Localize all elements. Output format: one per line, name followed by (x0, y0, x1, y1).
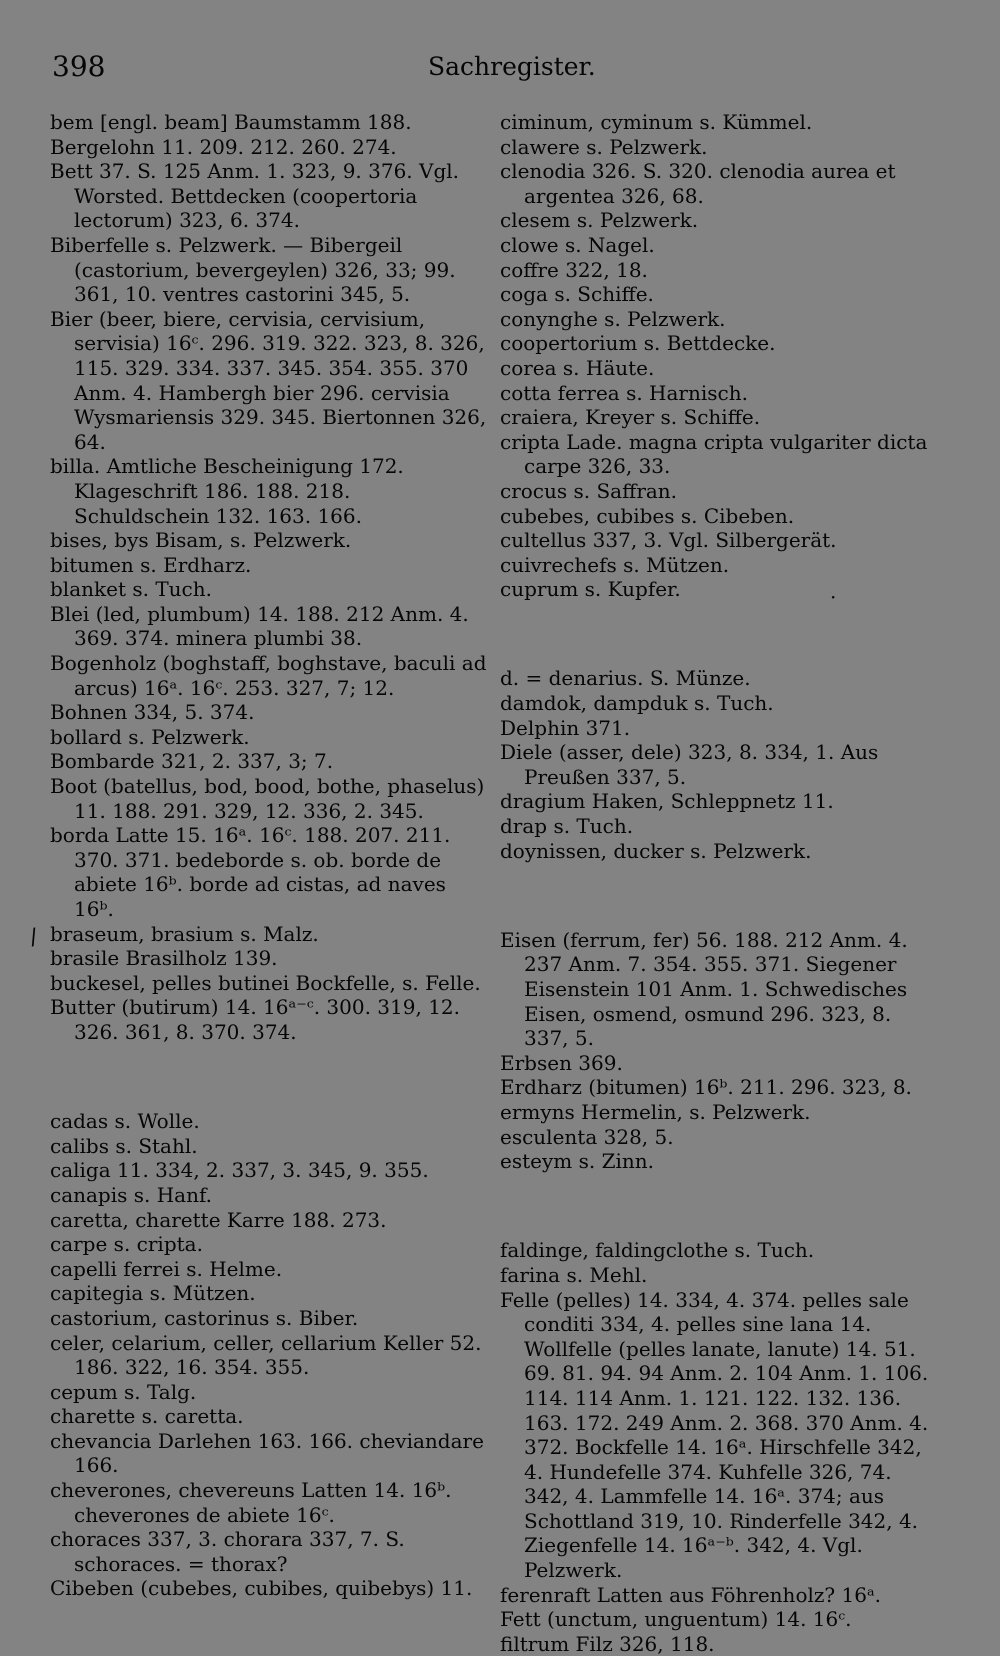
index-entry: Butter (butirum) 14. 16ᵃ⁻ᶜ. 300. 319, 12. 326. 361, 8. 370. 374. (50, 995, 467, 1044)
page-number: 398 (52, 50, 106, 83)
index-entry: coopertorium s. Bettdecke. (500, 331, 776, 356)
index-entry: esteym s. Zinn. (500, 1149, 654, 1174)
index-entry: charette s. caretta. (50, 1404, 244, 1429)
index-entry: Biberfelle s. Pelzwerk. — Bibergeil (castorium, bevergeylen) 326, 33; 99. 361, 10. ventres castorini 345, 5. (50, 232, 462, 307)
index-entry: damdok, dampduk s. Tuch. (500, 691, 774, 716)
index-entry: Erdharz (bitumen) 16ᵇ. 211. 296. 323, 8. (500, 1075, 912, 1100)
index-entry: clesem s. Pelzwerk. (500, 208, 699, 233)
index-entry: crocus s. Saffran. (500, 478, 678, 503)
index-entry: brasile Brasilholz 139. (50, 946, 278, 971)
index-entry: cubebes, cubibes s. Cibeben. (500, 503, 795, 528)
index-entry: bitumen s. Erdharz. (50, 552, 252, 577)
running-head: Sachregister. (428, 52, 596, 81)
index-entry: canapis s. Hanf. (50, 1182, 213, 1207)
index-entry: clawere s. Pelzwerk. (500, 134, 708, 159)
index-entry: dragium Haken, Schleppnetz 11. (500, 789, 834, 814)
index-entry: Erbsen 369. (500, 1050, 623, 1075)
index-entry: farina s. Mehl. (500, 1262, 648, 1287)
index-entry: bollard s. Pelzwerk. (50, 724, 250, 749)
index-column-right (500, 110, 940, 1656)
section-gap (500, 622, 940, 647)
index-entry: capelli ferrei s. Helme. (50, 1256, 283, 1281)
index-entry: Bohnen 334, 5. 374. (50, 700, 255, 725)
index-entry: caliga 11. 334, 2. 337, 3. 345, 9. 355. (50, 1158, 429, 1183)
section-gap (500, 883, 940, 908)
index-entry: Fett (unctum, unguentum) 14. 16ᶜ. (500, 1607, 852, 1632)
index-entry: borda Latte 15. 16ᵃ. 16ᶜ. 188. 207. 211. 370. 371. bedeborde s. ob. borde de abiete 16ᵇ. borde ad cistas, ad naves 16ᵇ. (50, 823, 457, 921)
index-entry: billa. Amtliche Bescheinigung 172. Klageschrift 186. 188. 218. Schuldschein 132. 163. 166. (50, 454, 411, 528)
section-gap (50, 1065, 490, 1090)
index-entry: coffre 322, 18. (500, 257, 648, 282)
index-entry: bem [engl. beam] Baumstamm 188. (50, 110, 412, 134)
index-entry: Bier (beer, biere, cervisia, cervisium, servisia) 16ᶜ. 296. 319. 322. 323, 8. 326, 115. 329. 334. 337. 345. 354. 355. 370 Anm. 4. Hambergh bier 296. cervisia Wysmariensis 329. 345. Biertonnen 326, 64. (50, 306, 493, 454)
index-entry: chevancia Darlehen 163. 166. cheviandare 166. (50, 1428, 491, 1478)
index-entry: coga s. Schiffe. (500, 282, 654, 307)
index-entry: corea s. Häute. (500, 355, 655, 380)
index-entry: caretta, charette Karre 188. 273. (50, 1207, 387, 1232)
index-entry: ferenraft Latten aus Föhrenholz? 16ᵃ. (500, 1582, 882, 1607)
index-entry: Eisen (ferrum, fer) 56. 188. 212 Anm. 4. 237 Anm. 7. 354. 355. 371. Siegener Eisenstein 101 Anm. 1. Schwedisches Eisen, osmend, osmund 296. 323, 8. 337, 5. (500, 927, 915, 1051)
index-entry: cultellus 337, 3. Vgl. Silbergerät. (500, 528, 837, 553)
index-entry: Bombarde 321, 2. 337, 3; 7. (50, 749, 334, 774)
index-entry: doynissen, ducker s. Pelzwerk. (500, 838, 812, 863)
index-entry: Bergelohn 11. 209. 212. 260. 274. (50, 134, 397, 159)
index-entry: capitegia s. Mützen. (50, 1281, 256, 1306)
index-entry: cepum s. Talg. (50, 1379, 197, 1404)
margin-check-mark: / (27, 924, 40, 951)
index-entry: Delphin 371. (500, 715, 631, 740)
index-entry: faldinge, faldingclothe s. Tuch. (500, 1238, 815, 1263)
index-entry: Felle (pelles) 14. 334, 4. 374. pelles sale conditi 334, 4. pelles sine lana 14. Wollfelle (pelles lanate, lanute) 14. 51. 69. 81. 94. 94 Anm. 2. 104 Anm. 1. 106. 114. 114 Anm. 1. 121. 122. 132. 136. 163. 172. 249 Anm. 2. 368. 370 Anm. 4. 372. Bockfelle 14. 16ᵃ. Hirschfelle 342, 4. Hundefelle 374. Kuhfelle 326, 74. 342, 4. Lammfelle 14. 16ᵃ. 374; aus Schottland 319, 10. Rinderfelle 342, 4. Ziegenfelle 14. 16ᵃ⁻ᵇ. 342, 4. Vgl. Pelzwerk. (500, 1287, 935, 1583)
index-entry: cheverones, chevereuns Latten 14. 16ᵇ. cheverones de abiete 16ᶜ. (50, 1478, 458, 1527)
index-entry: cripta Lade. magna cripta vulgariter dicta carpe 326, 33. (500, 429, 934, 479)
index-entry: calibs s. Stahl. (50, 1133, 198, 1158)
index-entry: ciminum, cyminum s. Kümmel. (500, 110, 813, 134)
stray-dot: · (830, 585, 837, 609)
index-entry: cuivrechefs s. Mützen. (500, 552, 730, 577)
index-column-left (50, 110, 493, 1601)
index-entry: carpe s. cripta. (50, 1232, 203, 1257)
index-entry: buckesel, pelles butinei Bockfelle, s. Felle. (50, 970, 481, 995)
index-entry: celer, celarium, celler, cellarium Keller 52. 186. 322, 16. 354. 355. (50, 1330, 488, 1380)
index-entry: cadas s. Wolle. (50, 1109, 200, 1134)
index-entry: ermyns Hermelin, s. Pelzwerk. (500, 1099, 811, 1124)
index-entry: Cibeben (cubebes, cubibes, quibebys) 11. (50, 1576, 473, 1601)
index-entry: clenodia 326. S. 320. clenodia aurea et argentea 326, 68. (500, 159, 902, 208)
index-entry: cotta ferrea s. Harnisch. (500, 380, 748, 405)
index-entry: Blei (led, plumbum) 14. 188. 212 Anm. 4. 369. 374. minera plumbi 38. (50, 601, 476, 651)
index-entry: Diele (asser, dele) 323, 8. 334, 1. Aus Preußen 337, 5. (500, 740, 885, 789)
index-entry: Bett 37. S. 125 Anm. 1. 323, 9. 376. Vgl. Worsted. Bettdecken (coopertoria lectorum) 323, 6. 374. (50, 159, 466, 233)
index-entry: craiera, Kreyer s. Schiffe. (500, 405, 761, 430)
index-entry: drap s. Tuch. (500, 814, 634, 839)
index-entry: cuprum s. Kupfer. (500, 577, 681, 602)
index-entry: conynghe s. Pelzwerk. (500, 306, 726, 331)
index-entry: castorium, castorinus s. Biber. (50, 1305, 359, 1330)
index-entry: esculenta 328, 5. (500, 1124, 674, 1149)
index-entry: bises, bys Bisam, s. Pelzwerk. (50, 528, 352, 553)
index-entry: d. = denarius. S. Münze. (500, 666, 751, 691)
index-entry: Boot (batellus, bod, bood, bothe, phaselus) 11. 188. 291. 329, 12. 336, 2. 345. (50, 774, 491, 823)
index-entry: filtrum Filz 326, 118. (500, 1631, 715, 1656)
index-entry: blanket s. Tuch. (50, 577, 212, 602)
section-gap (500, 1194, 940, 1219)
index-entry: Bogenholz (boghstaff, boghstave, baculi ad arcus) 16ᵃ. 16ᶜ. 253. 327, 7; 12. (50, 651, 493, 700)
index-entry: braseum, brasium s. Malz. (50, 921, 319, 946)
index-entry: clowe s. Nagel. (500, 232, 655, 257)
index-entry: choraces 337, 3. chorara 337, 7. S. schoraces. = thorax? (50, 1527, 412, 1576)
